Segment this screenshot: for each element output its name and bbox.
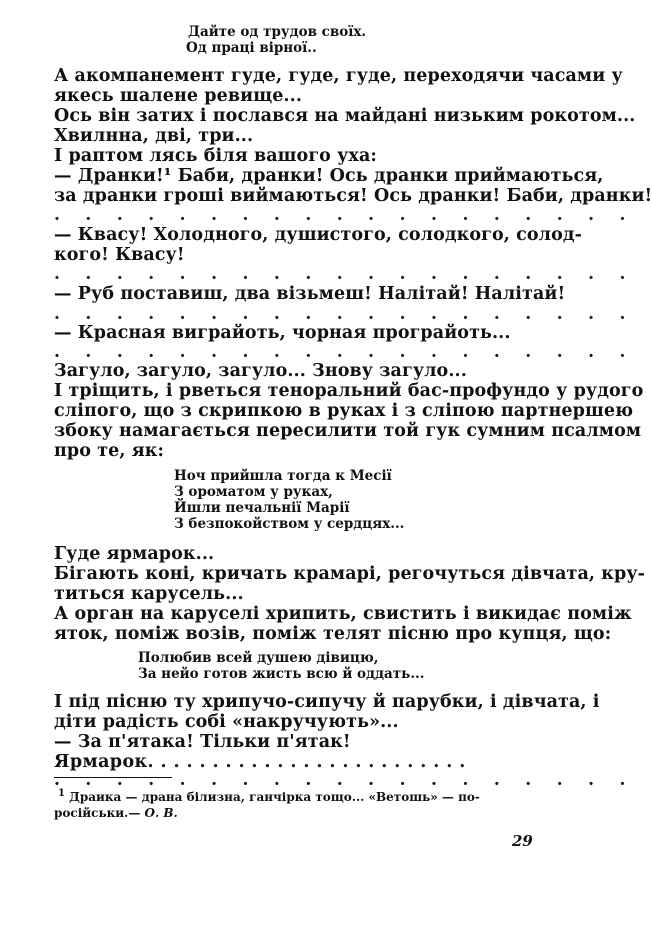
song-line: За нейо готов жисть всю й оддать... <box>138 666 425 682</box>
footnote-marker: 1 <box>58 788 65 799</box>
paragraph-line: Гуде ярмарок... <box>54 544 215 564</box>
verse-top-line-2: Од праці вірної.. <box>186 40 317 56</box>
dot-separator: ................... <box>54 264 651 284</box>
psalm-line: Ноч прийшла тогда к Месії <box>174 468 392 484</box>
dot-separator: ................... <box>54 770 651 790</box>
paragraph-line: про те, як: <box>54 441 165 461</box>
paragraph-line: збоку намагається пересилити той гук сумним псалмом <box>54 421 642 441</box>
dot-separator: ................... <box>54 205 651 225</box>
psalm-line: Йшли печальнії Марії <box>174 500 350 516</box>
psalm-line: З оромaтом у руках, <box>174 484 333 500</box>
dialogue-line: — Дранки!¹ Баби, дранки! Ось дранки приймаються, <box>54 166 604 186</box>
footnote-line-2 <box>54 806 178 821</box>
paragraph-line: яток, поміж возів, поміж телят пісню про купця, що: <box>54 624 612 644</box>
dialogue-line: — Квасу! Холодного, душистого, солодкого, солод- <box>54 225 582 245</box>
footnote-citation: О. В. <box>144 806 178 820</box>
paragraph-line: титься карусель... <box>54 584 244 604</box>
dialogue-line: кого! Квасу! <box>54 245 185 265</box>
footnote-line-1 <box>58 790 480 805</box>
paragraph-line: І під пісню ту хрипучо-сипучу й парубки, і дівчата, і <box>54 692 600 712</box>
paragraph-line: І тріщить, і рветься тенoральний бас-профундо у рудого <box>54 381 644 401</box>
verse-top-line-1: Дайте од трудов своїх. <box>188 24 367 40</box>
footnote-divider <box>54 777 172 778</box>
paragraph-line: Бігають коні, кричать крамарі, регочуться дівчата, кру- <box>54 564 646 584</box>
footnote-text: російськи.— <box>54 806 141 820</box>
paragraph-line: якесь шалене ревище... <box>54 86 303 106</box>
paragraph-line: сліпого, що з скрипкою в руках і з сліпою партнершею <box>54 401 634 421</box>
page-number: 29 <box>512 832 533 850</box>
dialogue-line: — Красная виграйоть, чорная програйоть... <box>54 323 511 343</box>
footnote-text: Драика — драна білизна, ганчірка тощо... «Ветошь» — по- <box>69 790 480 804</box>
dot-separator: ................... <box>54 304 651 324</box>
paragraph-line: А акомпанемент гуде, гуде, гуде, переходячи часами у <box>54 66 623 86</box>
paragraph-line: І раптом лясь біля вашого уха: <box>54 146 377 166</box>
paragraph-line: А орган на каруселі хрипить, свистить і викидає поміж <box>54 604 632 624</box>
dialogue-line: — Руб поставиш, два візьмеш! Налітай! Налітай! <box>54 284 566 304</box>
song-line: Полюбив всей душею дівицю, <box>138 650 379 666</box>
psalm-line: З безпокойством у сердцях... <box>174 516 405 532</box>
paragraph-line: Хвилнна, дві, три... <box>54 126 254 146</box>
paragraph-line: Загуло, загуло, загуло... Знову загуло... <box>54 361 467 381</box>
paragraph-line: діти радість собі «накручують»... <box>54 712 399 732</box>
paragraph-line: Ось він затих і послався на майдані низьким рокотом... <box>54 106 636 126</box>
closing-line: Ярмарок. . . . . . . . . . . . . . . . . . . . . . . . . <box>54 752 466 772</box>
dot-separator: ................... <box>54 342 651 362</box>
dialogue-line: за дранки гроші виймаються! Ось дранки! Баби, дранки! <box>54 186 652 206</box>
dialogue-line: — За п'ятака! Тільки п'ятак! <box>54 732 351 752</box>
